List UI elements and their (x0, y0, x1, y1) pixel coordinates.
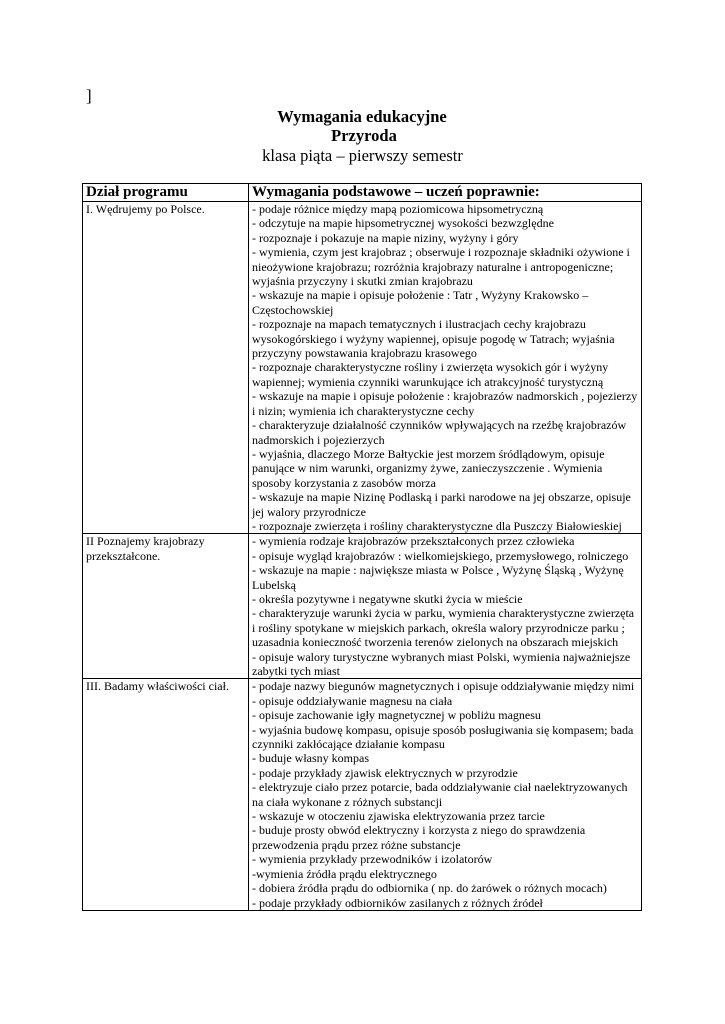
requirements-table (82, 183, 642, 911)
table-body (83, 202, 642, 911)
header-section: Dział programu (83, 184, 249, 202)
document-title: Wymagania edukacyjne (277, 107, 447, 126)
requirement-item: - elektryzuje ciało przez potarcie, bada oddziaływanie ciał naelektryzowanych na ciała wykonane z różnych substancji (252, 780, 628, 809)
section-name-cell: I. Wędrujemy po Polsce. (83, 202, 249, 534)
requirement-item: - rozpoznaje na mapach tematycznych i ilustracjach cechy krajobrazu wysokogórskiego i wyżyny wapiennej, opisuje pogodę w Tatrach; wyjaśnia przyczyny powstawania krajobrazu krasowego (252, 317, 615, 361)
requirement-item: - charakteryzuje działalność czynników wpływających na rzeźbę krajobrazów nadmorskich i pojezierzych (252, 418, 627, 447)
requirement-item: - buduje własny kompas (252, 751, 369, 766)
table-row (83, 202, 642, 534)
requirement-item: - podaje przykłady odbiorników zasilanych z różnych źródeł (252, 895, 543, 910)
requirement-item: - wskazuje na mapie Nizinę Podlaską i parki narodowe na jej obszarze, opisuje jej walory przyrodnicze (252, 490, 631, 519)
requirement-item: - charakteryzuje warunki życia w parku, wymienia charakterystyczne zwierzęta i rośliny spotykane w miejskich parkach, określa walory przyrodnicze parku ; uzasadnia konieczność tworzenia terenów zielonych na obszarach miejskich (252, 606, 635, 650)
requirement-item: - wyjaśnia budowę kompasu, opisuje sposób posługiwania się kompasem; bada czynniki zakłócające działanie kompasu (252, 722, 634, 752)
table-row (83, 534, 642, 679)
requirement-item: - wskazuje na mapie i opisuje położenie : Tatr , Wyżyny Krakowsko – Częstochowskiej (252, 288, 589, 317)
requirements-list (252, 534, 638, 678)
requirement-item: - podaje przykłady zjawisk elektrycznych w przyrodzie (252, 765, 518, 780)
requirements-cell (249, 679, 642, 911)
requirement-item: - opisuje wygląd krajobrazów : wielkomiejskiego, przemysłowego, rolniczego (252, 548, 629, 563)
requirements-cell (249, 202, 642, 534)
table-row (83, 679, 642, 911)
header-requirements: Wymagania podstawowe – uczeń poprawnie: (249, 184, 642, 202)
requirement-item: - wymienia, czym jest krajobraz ; obserwuje i rozpoznaje składniki ożywione i nieożywione krajobrazu; rozróżnia krajobrazy naturalne i antropogeniczne; wyjaśnia przyczyny i skutki zmian krajobrazu (252, 245, 630, 289)
requirement-item: - odczytuje na mapie hipsometrycznej wysokości bezwzględne (252, 216, 554, 231)
requirement-item: - dobiera źródła prądu do odbiornika ( np. do żarówek o różnych mocach) (252, 881, 607, 896)
subject-title: Przyroda (331, 126, 397, 145)
section-name-cell: III. Badamy właściwości ciał. (83, 679, 249, 911)
bracket-marker: ] (86, 86, 92, 105)
requirements-cell (249, 534, 642, 679)
class-info: klasa piąta – pierwszy semestr (262, 146, 463, 165)
requirement-item: - wskazuje na mapie i opisuje położenie : krajobrazów nadmorskich , pojezierzy i nizin; wymienia ich charakterystyczne cechy (252, 389, 638, 418)
requirement-item: - określa pozytywne i negatywne skutki życia w mieście (252, 591, 523, 606)
section-name-cell: II Poznajemy krajobrazy przekształcone. (83, 534, 249, 679)
requirement-item: - podaje różnice między mapą poziomicowa hipsometryczną (252, 202, 544, 216)
requirement-item: -wymienia źródła prądu elektrycznego (252, 866, 437, 881)
requirement-item: - rozpoznaje i pokazuje na mapie niziny, wyżyny i góry (252, 230, 519, 245)
requirement-item: - wskazuje w otoczeniu zjawiska elektryzowania przez tarcie (252, 809, 545, 824)
requirement-item: - wskazuje na mapie : największe miasta w Polsce , Wyżynę Śląską , Wyżynę Lubelską (252, 563, 624, 592)
requirement-item: - podaje nazwy biegunów magnetycznych i opisuje oddziaływanie między nimi (252, 679, 635, 694)
table-header-row (83, 184, 642, 202)
requirements-list (252, 679, 638, 910)
requirement-item: - buduje prosty obwód elektryczny i korzysta z niego do sprawdzenia przewodzenia prądu przez różne substancje (252, 823, 586, 852)
requirement-item: - opisuje oddziaływanie magnesu na ciała (252, 693, 453, 708)
requirement-item: - wymienia rodzaje krajobrazów przekształconych przez człowieka (252, 534, 575, 549)
requirements-list (252, 202, 638, 533)
document-header (0, 107, 725, 166)
requirement-item: - wymienia przykłady przewodników i izolatorów (252, 852, 493, 867)
requirement-item: - wyjaśnia, dlaczego Morze Bałtyckie jest morzem śródlądowym, opisuje panujące w nim warunki, organizmy żywe, zanieczyszczenie . Wymienia sposoby korzystania z zasobów morza (252, 446, 605, 490)
requirement-item: - rozpoznaje charakterystyczne rośliny i zwierzęta wysokich gór i wyżyny wapiennej; wymienia czynniki warunkujące ich atrakcyjność turystyczną (252, 360, 609, 389)
requirement-item: - rozpoznaje zwierzęta i rośliny charakterystyczne dla Puszczy Białowieskiej (252, 518, 622, 533)
requirement-item: - opisuje zachowanie igły magnetycznej w pobliżu magnesu (252, 708, 541, 723)
requirement-item: - opisuje walory turystyczne wybranych miast Polski, wymienia najważniejsze zabytki tych miast (252, 649, 631, 678)
